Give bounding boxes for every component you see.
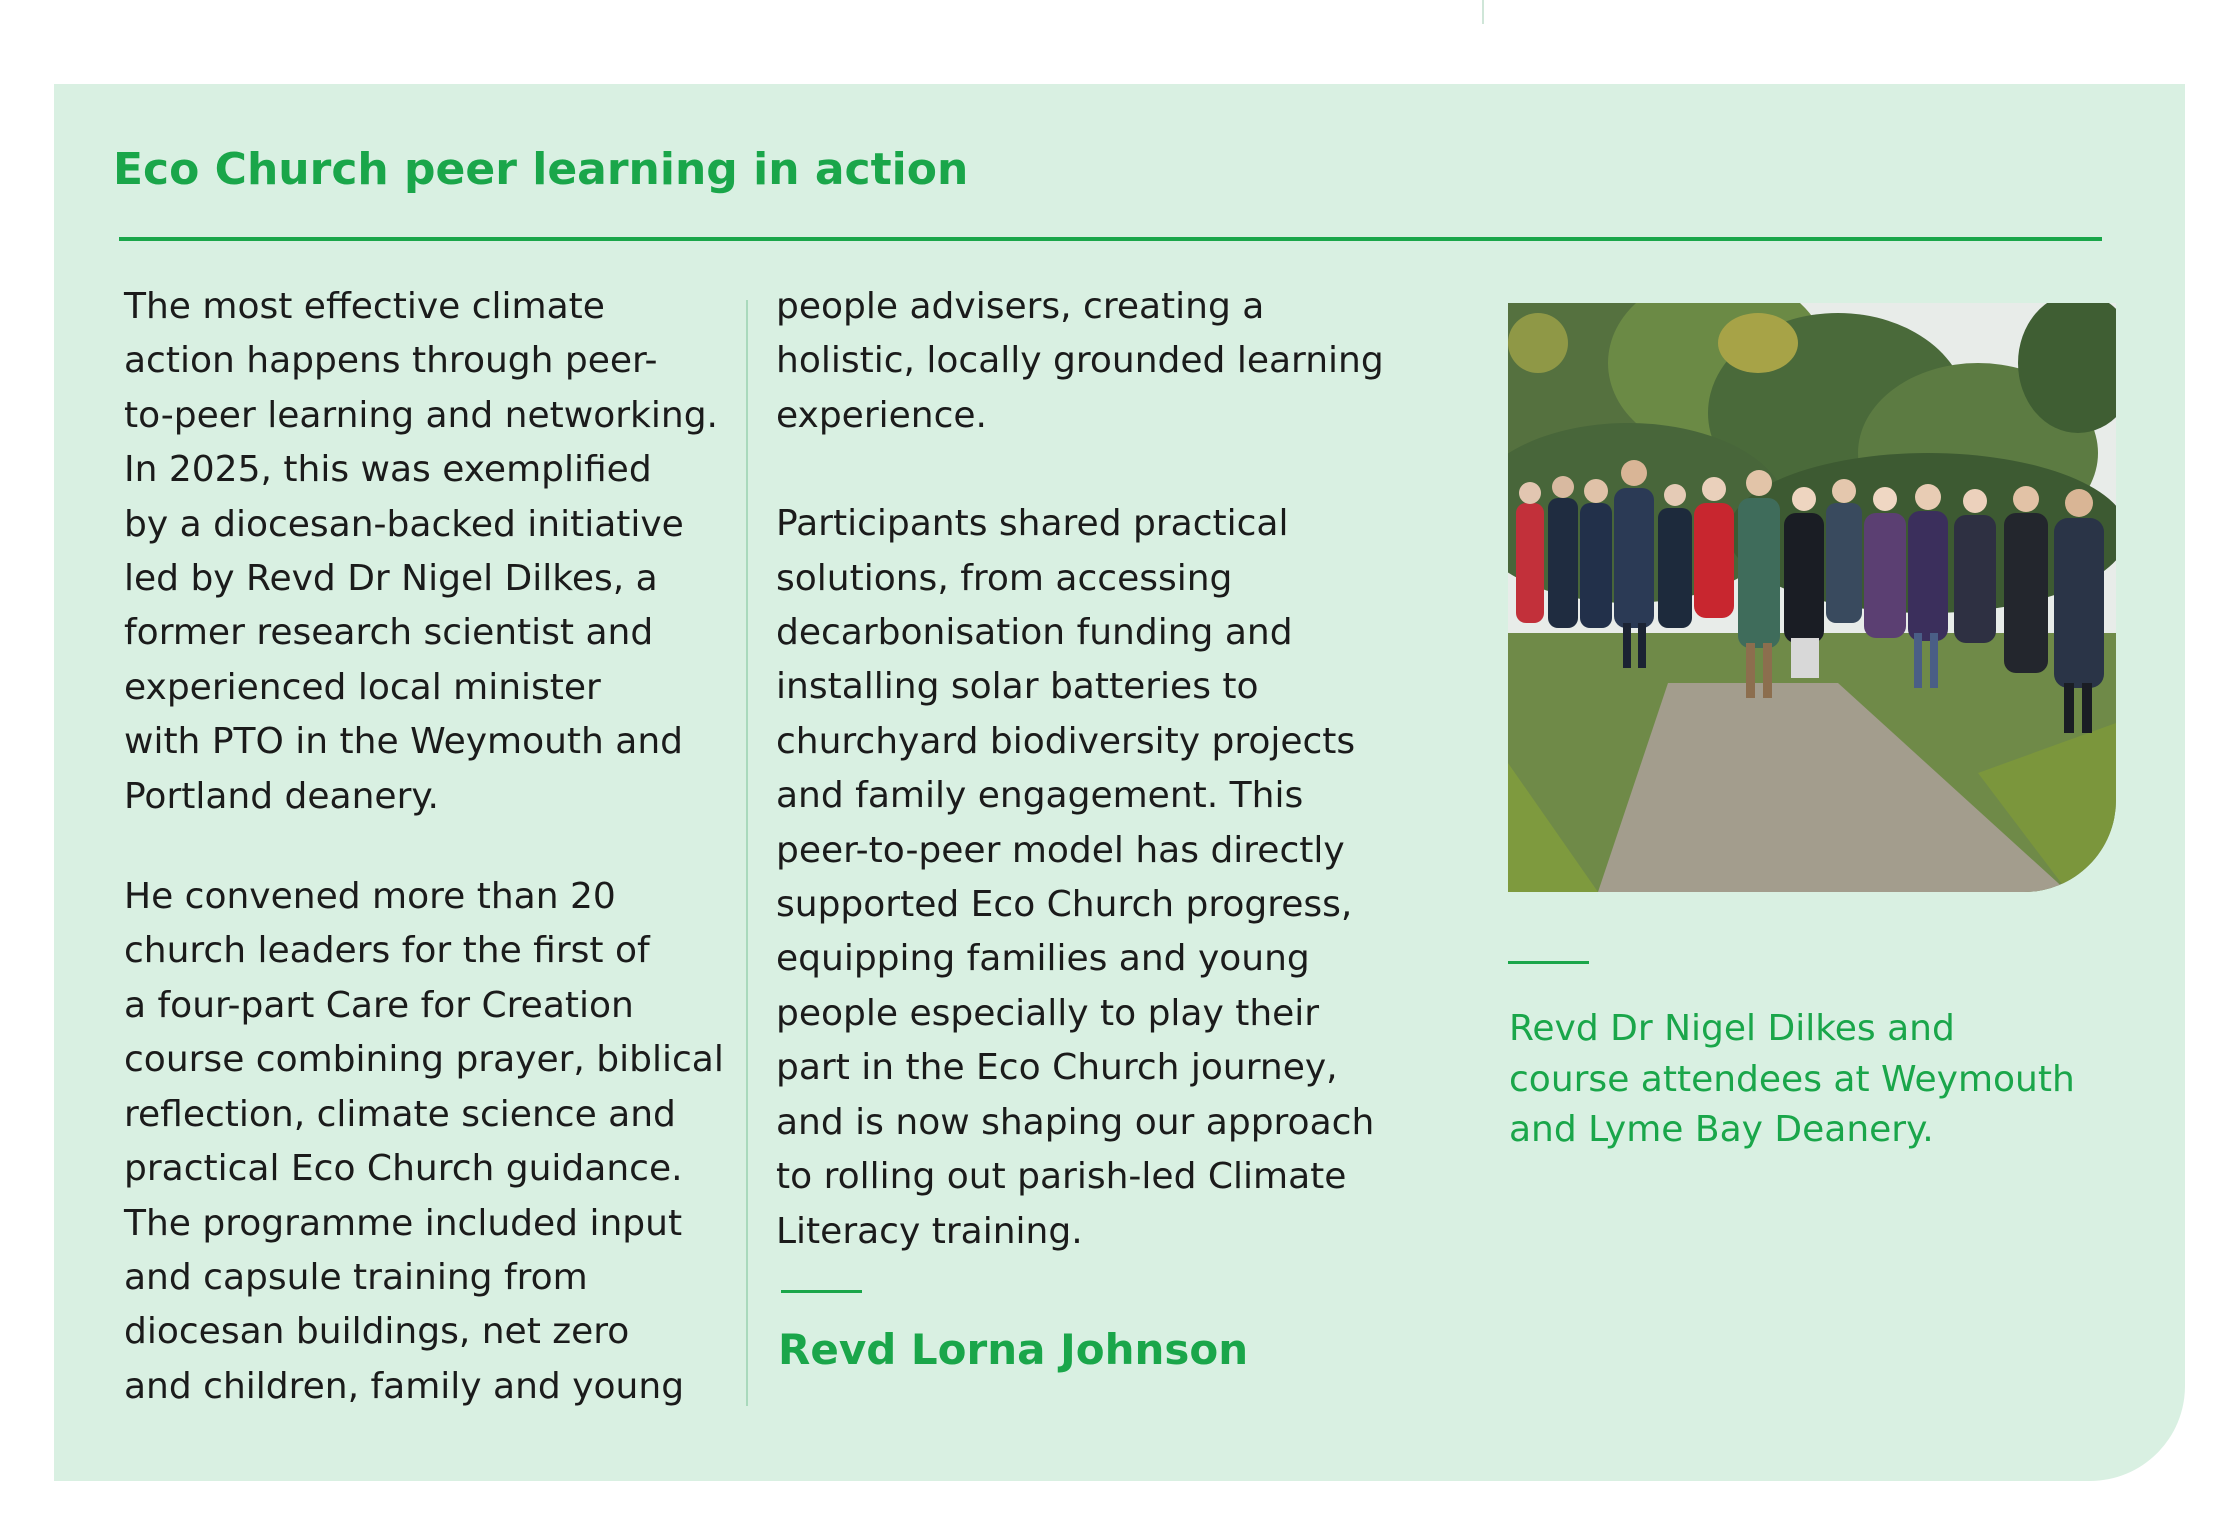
text-column-2 — [776, 280, 1416, 1259]
author-signature: Revd Lorna Johnson — [778, 1325, 1249, 1374]
panel-title: Eco Church peer learning in action — [113, 144, 969, 195]
column-1-paragraph-1: The most effective climate action happens through peer- to-peer learning and networking. In 2025, this was exemplified by a diocesan-backed initiative led by Revd Dr Nigel Dilkes, a former research scientist and experienced local minister with PTO in the Weymouth and Portland deanery. — [124, 286, 718, 817]
title-divider — [119, 237, 2102, 241]
caption-rule — [1508, 961, 1589, 964]
column-2-paragraph-2: Participants shared practical solutions, from accessing decarbonisation funding and installing solar batteries to churchyard biodiversity projects and family engagement. This peer-to-peer model has directly supported Eco Church progress, equipping families and young people especially to play their part in the Eco Church journey, and is now shaping our approach to rolling out parish-led Climate Literacy training. — [776, 503, 1375, 1252]
column-1-paragraph-2: He convened more than 20 church leaders for the first of a four-part Care for Creation course combining prayer, biblical reflection, climate science and practical Eco Church guidance. The programme included input and capsule training from diocesan buildings, net zero and children, family and young — [124, 876, 724, 1407]
column-divider — [746, 300, 748, 1406]
column-2-paragraph-1: people advisers, creating a holistic, locally grounded learning experience. — [776, 286, 1384, 436]
text-column-1 — [124, 280, 734, 1414]
photo-caption: Revd Dr Nigel Dilkes and course attendees at Weymouth and Lyme Bay Deanery. — [1509, 1008, 2075, 1150]
group-photo — [1508, 303, 2116, 892]
group-photo-illustration — [1508, 303, 2116, 892]
page-edge-tick — [1482, 0, 1484, 24]
signature-rule — [781, 1290, 862, 1293]
